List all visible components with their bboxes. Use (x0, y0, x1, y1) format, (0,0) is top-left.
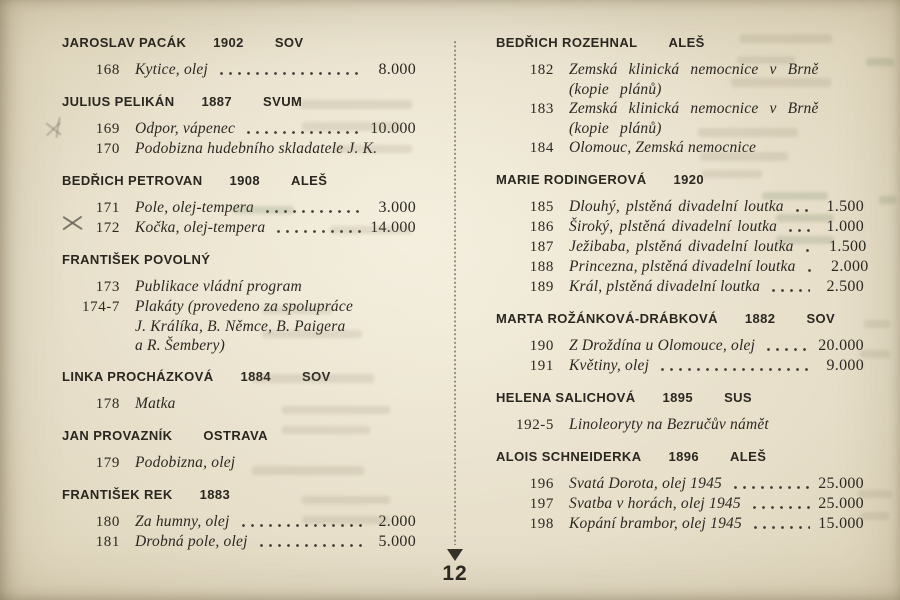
column-right (496, 33, 869, 546)
artist-name: BEDŘICH ROZEHNAL (496, 35, 638, 50)
artist-name: LINKA PROCHÁZKOVÁ (62, 369, 214, 384)
item-number: 168 (95, 62, 120, 78)
ink-bleedthrough-smudge (282, 406, 390, 414)
item-number: 188 (529, 259, 554, 275)
item-first-line (569, 514, 864, 534)
ink-bleedthrough-smudge (858, 490, 892, 498)
item-number: 198 (529, 516, 554, 532)
ink-bleedthrough-smudge (282, 426, 370, 434)
item-title: Odpor, vápenec (135, 120, 236, 137)
item-price: 8.000 (378, 61, 416, 78)
item-content (569, 257, 869, 277)
catalog-item (496, 277, 864, 297)
item-first-line (569, 99, 864, 119)
item-first-line (569, 257, 869, 277)
artist-year: 1884 (240, 369, 272, 384)
artist-name: JAROSLAV PACÁK (62, 35, 187, 50)
item-title: Svatba v horách, olej 1945 (569, 495, 741, 512)
leader-dots (658, 356, 810, 376)
artist-name: MARTA ROŽÁNKOVÁ-DRÁBKOVÁ (496, 311, 718, 326)
leader-dots (731, 474, 810, 494)
artist-affiliation: SVUM (263, 94, 303, 109)
ink-bleedthrough-smudge (731, 78, 831, 87)
artist-year: 1887 (201, 94, 233, 109)
leader-dots (764, 336, 810, 356)
item-content (135, 60, 416, 80)
artist-header (496, 170, 864, 189)
item-number: 174-7 (82, 299, 120, 315)
artist-affiliation: ALEŠ (668, 35, 705, 50)
item-number: 183 (529, 101, 554, 117)
catalog-item (496, 336, 864, 356)
item-continuation-line: a R. Šembery) (135, 337, 225, 354)
page-number: 12 (442, 562, 468, 585)
ink-bleedthrough-smudge (302, 122, 402, 131)
catalog-section (496, 447, 864, 534)
item-title: Matka (135, 395, 176, 412)
item-content (569, 415, 864, 435)
item-continuation-line: (kopie plánů) (569, 81, 662, 98)
artist-header (62, 33, 416, 52)
item-title: Zemská klinická nemocnice v Brně (569, 100, 819, 117)
catalog-item (496, 99, 864, 138)
item-price: 1.500 (829, 238, 867, 255)
artist-year: 1883 (199, 487, 231, 502)
ink-bleedthrough-smudge (332, 145, 412, 153)
item-content (569, 336, 864, 356)
ink-bleedthrough-smudge (861, 512, 889, 520)
artist-affiliation: SOV (302, 369, 331, 384)
item-number: 178 (95, 396, 120, 412)
item-title: Dlouhý, plstěná divadelní loutka (569, 198, 784, 215)
artist-affiliation: ALEŠ (291, 173, 328, 188)
item-price: 25.000 (818, 495, 864, 512)
item-content (569, 514, 864, 534)
item-first-line (135, 277, 416, 297)
artist-name: JAN PROVAZNÍK (62, 428, 173, 443)
catalog-section (496, 170, 869, 297)
ink-bleedthrough-smudge (866, 58, 894, 66)
item-first-line (569, 474, 864, 494)
item-content (135, 277, 416, 297)
item-list (496, 415, 864, 435)
item-price: 2.000 (831, 258, 869, 275)
ink-bleedthrough-smudge (776, 236, 834, 244)
item-number: 192-5 (516, 417, 554, 433)
item-list (496, 60, 864, 158)
catalog-section (62, 33, 416, 80)
leader-dots (769, 277, 810, 297)
item-list (496, 197, 869, 297)
leader-dots (750, 494, 810, 514)
ink-bleedthrough-smudge (776, 214, 834, 222)
leader-dots (217, 60, 362, 80)
item-title: Publikace vládní program (135, 278, 302, 295)
ink-bleedthrough-smudge (700, 152, 788, 161)
ink-bleedthrough-smudge (262, 306, 332, 314)
item-number: 170 (95, 141, 120, 157)
catalog-item (496, 138, 864, 158)
dotted-divider-line (454, 40, 456, 545)
item-title: Z Droždína u Olomouce, olej (569, 337, 756, 354)
item-price: 20.000 (818, 337, 864, 354)
item-number: 191 (529, 358, 554, 374)
catalog-item (62, 60, 416, 80)
item-first-line (569, 494, 864, 514)
artist-year: 1908 (229, 173, 261, 188)
ink-bleedthrough-smudge (737, 56, 795, 64)
item-title: Princezna, plstěná divadelní loutka (569, 258, 796, 275)
ink-bleedthrough-smudge (252, 466, 364, 475)
artist-affiliation: ALEŠ (730, 449, 767, 464)
artist-name: HELENA SALICHOVÁ (496, 390, 636, 405)
leader-dots (805, 257, 815, 277)
item-title: Ježibaba, plstěná divadelní loutka (569, 238, 794, 255)
ink-bleedthrough-smudge (252, 374, 374, 383)
item-number: 171 (95, 200, 120, 216)
item-number: 190 (529, 338, 554, 354)
ink-bleedthrough-smudge (330, 226, 412, 234)
item-number: 185 (529, 199, 554, 215)
artist-header (62, 171, 416, 190)
ink-bleedthrough-smudge (232, 206, 294, 214)
item-content (569, 494, 864, 514)
item-number: 189 (529, 279, 554, 295)
artist-name: ALOIS SCHNEIDERKA (496, 449, 642, 464)
item-price: 1.500 (826, 198, 864, 215)
item-continuation-line: (kopie plánů) (569, 120, 662, 137)
ink-bleedthrough-smudge (860, 350, 890, 358)
item-first-line (135, 532, 416, 552)
item-list (62, 60, 416, 80)
catalog-section (496, 388, 864, 435)
artist-header (62, 250, 416, 269)
item-list (62, 277, 416, 355)
artist-affiliation: SUS (724, 390, 753, 405)
leader-dots (751, 514, 810, 534)
item-number: 186 (529, 219, 554, 235)
artist-year: 1920 (673, 172, 705, 187)
ink-bleedthrough-smudge (302, 516, 390, 524)
item-list (496, 336, 864, 376)
item-price: 25.000 (818, 475, 864, 492)
ink-bleedthrough-smudge (262, 330, 362, 338)
item-title: Za humny, olej (135, 513, 230, 530)
item-content (135, 532, 416, 552)
item-title: Široký, plstěná divadelní loutka (569, 218, 778, 235)
artist-year: 1895 (662, 390, 694, 405)
item-price: 2.500 (826, 278, 864, 295)
catalog-item (62, 532, 416, 552)
item-title: Kopání brambor, olej 1945 (569, 515, 742, 532)
artist-year: 1882 (744, 311, 776, 326)
item-first-line (569, 356, 864, 376)
artist-name: BEDŘICH PETROVAN (62, 173, 203, 188)
catalog-item (62, 277, 416, 297)
item-title: Květiny, olej (569, 357, 650, 374)
down-arrow-icon (447, 549, 463, 561)
artist-header (496, 447, 864, 466)
artist-header (496, 309, 864, 328)
item-first-line (569, 60, 864, 80)
artist-name: FRANTIŠEK POVOLNÝ (62, 252, 211, 267)
item-first-line (569, 336, 864, 356)
item-title: Svatá Dorota, olej 1945 (569, 475, 722, 492)
item-number: 196 (529, 476, 554, 492)
item-first-line (569, 415, 864, 435)
item-title: Král, plstěná divadelní loutka (569, 278, 761, 295)
ink-bleedthrough-smudge (864, 320, 890, 328)
artist-year: 1902 (213, 35, 244, 50)
item-title: Kočka, olej-tempera (135, 219, 266, 236)
ink-bleedthrough-smudge (302, 496, 390, 504)
item-number: 180 (95, 514, 120, 530)
item-content (569, 356, 864, 376)
item-title: Drobná pole, olej (135, 533, 248, 550)
item-price: 9.000 (826, 357, 864, 374)
item-number: 179 (95, 455, 120, 471)
catalog-item (496, 356, 864, 376)
item-price: 15.000 (818, 515, 864, 532)
item-number: 184 (529, 140, 554, 156)
item-number: 197 (529, 496, 554, 512)
column-left (62, 33, 416, 564)
item-title: Olomouc, Zemská nemocnice (569, 139, 757, 156)
item-number: 172 (95, 220, 120, 236)
catalog-section (62, 250, 416, 355)
ink-bleedthrough-smudge (300, 100, 412, 109)
item-price: 2.000 (378, 513, 416, 530)
item-price: 1.000 (826, 218, 864, 235)
item-title: Zemská klinická nemocnice v Brně (569, 61, 819, 78)
item-first-line (569, 277, 864, 297)
item-list (496, 474, 864, 534)
item-price: 5.000 (378, 533, 416, 550)
item-content (569, 474, 864, 494)
catalog-item (496, 257, 869, 277)
catalog-item (496, 415, 864, 435)
artist-year: 1896 (668, 449, 700, 464)
leader-dots (257, 532, 362, 552)
item-price: 14.000 (370, 219, 416, 236)
item-price: 10.000 (370, 120, 416, 137)
ink-bleedthrough-smudge (702, 170, 762, 178)
item-number: 181 (95, 534, 120, 550)
catalog-item (496, 494, 864, 514)
item-number: 187 (529, 239, 554, 255)
catalog-section (496, 33, 864, 158)
item-continuation-line: J. Králíka, B. Němce, B. Paigera (135, 318, 346, 335)
artist-affiliation: SOV (274, 35, 304, 50)
item-title: Pole, olej-tempera (135, 199, 254, 216)
artist-name: JULIUS PELIKÁN (62, 94, 175, 109)
item-title: Linoleoryty na Bezručův námět (569, 416, 769, 433)
catalog-item (496, 474, 864, 494)
artist-header (496, 388, 864, 407)
artist-name: MARIE RODINGEROVÁ (496, 172, 647, 187)
catalog-item (496, 514, 864, 534)
catalog-item (62, 297, 416, 355)
item-title: Kytice, olej (135, 61, 208, 78)
item-title: Plakáty (provedeno za spolupráce (135, 298, 354, 315)
item-content (569, 277, 864, 297)
item-number: 182 (529, 62, 554, 78)
artist-affiliation: OSTRAVA (203, 428, 268, 443)
catalog-section (496, 309, 864, 376)
item-title: Podobizna, olej (135, 454, 236, 471)
ink-bleedthrough-smudge (698, 128, 798, 137)
ink-bleedthrough-smudge (879, 196, 896, 204)
artist-name: FRANTIŠEK REK (62, 487, 173, 502)
item-title: Podobizna hudebního skladatele J. K. (135, 140, 378, 157)
item-first-line (135, 60, 416, 80)
item-price: 3.000 (378, 199, 416, 216)
ink-bleedthrough-smudge (762, 192, 828, 200)
ink-bleedthrough-smudge (740, 34, 832, 43)
item-number: 173 (95, 279, 120, 295)
item-number: 169 (95, 121, 120, 137)
artist-affiliation: SOV (806, 311, 836, 326)
